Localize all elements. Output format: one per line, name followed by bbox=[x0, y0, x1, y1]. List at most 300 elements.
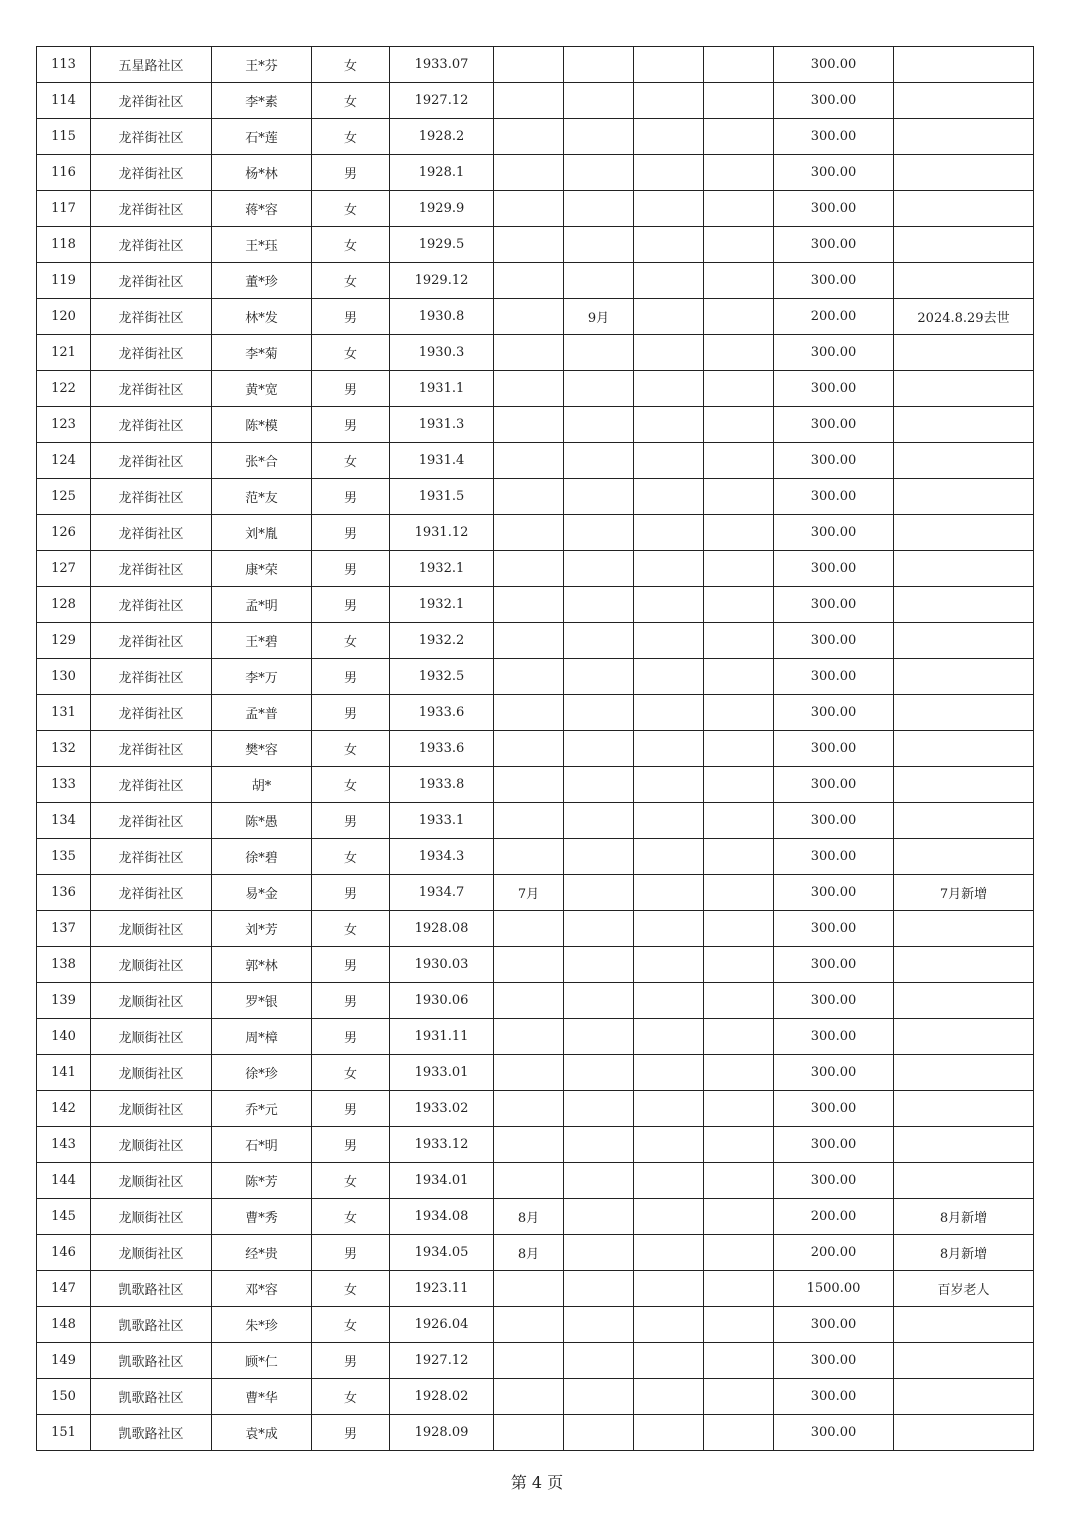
cell-gender: 女 bbox=[312, 263, 390, 299]
cell-community: 龙祥街社区 bbox=[91, 515, 212, 551]
cell-remarks bbox=[894, 803, 1034, 839]
cell-birth-date: 1923.11 bbox=[390, 1271, 494, 1307]
table-row bbox=[37, 767, 1034, 803]
cell-amount: 300.00 bbox=[774, 947, 894, 983]
cell-remarks bbox=[894, 1379, 1034, 1415]
cell-gender: 男 bbox=[312, 1235, 390, 1271]
cell-removed-month bbox=[564, 731, 634, 767]
cell-removed-month bbox=[564, 407, 634, 443]
cell-amount: 300.00 bbox=[774, 551, 894, 587]
cell-gender: 男 bbox=[312, 1127, 390, 1163]
cell-col-9 bbox=[704, 1415, 774, 1451]
cell-gender: 女 bbox=[312, 1307, 390, 1343]
table-row bbox=[37, 479, 1034, 515]
cell-col-9 bbox=[704, 839, 774, 875]
cell-amount: 300.00 bbox=[774, 1019, 894, 1055]
cell-col-9 bbox=[704, 479, 774, 515]
cell-row-number: 145 bbox=[37, 1199, 91, 1235]
cell-name: 李*万 bbox=[212, 659, 312, 695]
cell-col-9 bbox=[704, 1127, 774, 1163]
cell-community: 龙顺街社区 bbox=[91, 1163, 212, 1199]
cell-community: 凯歌路社区 bbox=[91, 1379, 212, 1415]
cell-gender: 女 bbox=[312, 227, 390, 263]
cell-community: 凯歌路社区 bbox=[91, 1343, 212, 1379]
cell-row-number: 130 bbox=[37, 659, 91, 695]
cell-col-9 bbox=[704, 1307, 774, 1343]
cell-community: 凯歌路社区 bbox=[91, 1415, 212, 1451]
cell-gender: 男 bbox=[312, 803, 390, 839]
cell-community: 龙祥街社区 bbox=[91, 731, 212, 767]
cell-community: 龙祥街社区 bbox=[91, 767, 212, 803]
table-row bbox=[37, 551, 1034, 587]
cell-amount: 300.00 bbox=[774, 659, 894, 695]
cell-col-8 bbox=[634, 47, 704, 83]
cell-name: 李*菊 bbox=[212, 335, 312, 371]
cell-col-9 bbox=[704, 731, 774, 767]
cell-birth-date: 1930.03 bbox=[390, 947, 494, 983]
cell-community: 龙祥街社区 bbox=[91, 371, 212, 407]
cell-community: 龙祥街社区 bbox=[91, 191, 212, 227]
cell-remarks: 8月新增 bbox=[894, 1199, 1034, 1235]
cell-removed-month bbox=[564, 911, 634, 947]
cell-amount: 300.00 bbox=[774, 515, 894, 551]
cell-community: 龙顺街社区 bbox=[91, 1127, 212, 1163]
cell-remarks bbox=[894, 731, 1034, 767]
cell-row-number: 147 bbox=[37, 1271, 91, 1307]
table-row bbox=[37, 83, 1034, 119]
cell-name: 黄*宽 bbox=[212, 371, 312, 407]
cell-removed-month bbox=[564, 263, 634, 299]
cell-removed-month bbox=[564, 1343, 634, 1379]
cell-gender: 女 bbox=[312, 1163, 390, 1199]
cell-birth-date: 1931.12 bbox=[390, 515, 494, 551]
cell-gender: 男 bbox=[312, 695, 390, 731]
cell-community: 龙祥街社区 bbox=[91, 119, 212, 155]
cell-gender: 女 bbox=[312, 191, 390, 227]
cell-amount: 300.00 bbox=[774, 911, 894, 947]
cell-remarks bbox=[894, 947, 1034, 983]
cell-birth-date: 1930.8 bbox=[390, 299, 494, 335]
cell-birth-date: 1933.02 bbox=[390, 1091, 494, 1127]
cell-removed-month bbox=[564, 587, 634, 623]
cell-removed-month bbox=[564, 1235, 634, 1271]
cell-remarks bbox=[894, 407, 1034, 443]
cell-remarks: 2024.8.29去世 bbox=[894, 299, 1034, 335]
cell-added-month bbox=[494, 1091, 564, 1127]
cell-amount: 300.00 bbox=[774, 587, 894, 623]
cell-gender: 女 bbox=[312, 1271, 390, 1307]
cell-col-9 bbox=[704, 299, 774, 335]
cell-col-9 bbox=[704, 1091, 774, 1127]
cell-amount: 300.00 bbox=[774, 1379, 894, 1415]
cell-amount: 300.00 bbox=[774, 119, 894, 155]
cell-row-number: 127 bbox=[37, 551, 91, 587]
cell-amount: 300.00 bbox=[774, 371, 894, 407]
cell-col-8 bbox=[634, 659, 704, 695]
cell-removed-month bbox=[564, 47, 634, 83]
cell-name: 刘*胤 bbox=[212, 515, 312, 551]
cell-added-month bbox=[494, 191, 564, 227]
cell-added-month bbox=[494, 911, 564, 947]
cell-birth-date: 1931.3 bbox=[390, 407, 494, 443]
table-row bbox=[37, 1163, 1034, 1199]
cell-amount: 300.00 bbox=[774, 767, 894, 803]
cell-remarks bbox=[894, 767, 1034, 803]
table-row bbox=[37, 47, 1034, 83]
cell-removed-month bbox=[564, 839, 634, 875]
cell-community: 龙祥街社区 bbox=[91, 623, 212, 659]
cell-row-number: 120 bbox=[37, 299, 91, 335]
cell-col-9 bbox=[704, 119, 774, 155]
cell-name: 曹*秀 bbox=[212, 1199, 312, 1235]
cell-community: 龙祥街社区 bbox=[91, 443, 212, 479]
table-row bbox=[37, 1055, 1034, 1091]
cell-col-8 bbox=[634, 803, 704, 839]
cell-col-8 bbox=[634, 407, 704, 443]
cell-row-number: 137 bbox=[37, 911, 91, 947]
cell-added-month bbox=[494, 443, 564, 479]
cell-col-8 bbox=[634, 983, 704, 1019]
table-row bbox=[37, 947, 1034, 983]
cell-name: 袁*成 bbox=[212, 1415, 312, 1451]
cell-removed-month bbox=[564, 623, 634, 659]
cell-amount: 300.00 bbox=[774, 1055, 894, 1091]
cell-remarks bbox=[894, 479, 1034, 515]
cell-removed-month bbox=[564, 551, 634, 587]
cell-col-8 bbox=[634, 695, 704, 731]
cell-birth-date: 1933.1 bbox=[390, 803, 494, 839]
table-row bbox=[37, 515, 1034, 551]
cell-col-8 bbox=[634, 1271, 704, 1307]
cell-col-9 bbox=[704, 551, 774, 587]
cell-row-number: 142 bbox=[37, 1091, 91, 1127]
cell-community: 龙祥街社区 bbox=[91, 839, 212, 875]
cell-birth-date: 1933.6 bbox=[390, 695, 494, 731]
cell-added-month bbox=[494, 947, 564, 983]
cell-remarks bbox=[894, 551, 1034, 587]
cell-row-number: 139 bbox=[37, 983, 91, 1019]
cell-remarks bbox=[894, 1163, 1034, 1199]
table-row bbox=[37, 659, 1034, 695]
cell-name: 周*樟 bbox=[212, 1019, 312, 1055]
cell-added-month bbox=[494, 83, 564, 119]
cell-amount: 300.00 bbox=[774, 1127, 894, 1163]
cell-added-month bbox=[494, 695, 564, 731]
table-row bbox=[37, 1199, 1034, 1235]
cell-remarks: 7月新增 bbox=[894, 875, 1034, 911]
cell-gender: 女 bbox=[312, 911, 390, 947]
table-row bbox=[37, 1235, 1034, 1271]
cell-community: 龙顺街社区 bbox=[91, 1235, 212, 1271]
cell-added-month bbox=[494, 1343, 564, 1379]
cell-removed-month bbox=[564, 983, 634, 1019]
cell-community: 龙祥街社区 bbox=[91, 263, 212, 299]
cell-added-month bbox=[494, 767, 564, 803]
cell-added-month bbox=[494, 623, 564, 659]
cell-col-9 bbox=[704, 407, 774, 443]
cell-birth-date: 1932.1 bbox=[390, 587, 494, 623]
cell-remarks bbox=[894, 155, 1034, 191]
cell-gender: 女 bbox=[312, 1379, 390, 1415]
cell-community: 龙祥街社区 bbox=[91, 83, 212, 119]
cell-remarks bbox=[894, 119, 1034, 155]
cell-col-9 bbox=[704, 983, 774, 1019]
cell-added-month bbox=[494, 1271, 564, 1307]
cell-name: 樊*容 bbox=[212, 731, 312, 767]
cell-remarks bbox=[894, 47, 1034, 83]
cell-col-8 bbox=[634, 515, 704, 551]
cell-remarks bbox=[894, 371, 1034, 407]
cell-name: 乔*元 bbox=[212, 1091, 312, 1127]
cell-birth-date: 1930.06 bbox=[390, 983, 494, 1019]
cell-col-9 bbox=[704, 911, 774, 947]
cell-col-9 bbox=[704, 515, 774, 551]
cell-remarks bbox=[894, 1127, 1034, 1163]
cell-amount: 300.00 bbox=[774, 263, 894, 299]
cell-removed-month bbox=[564, 1127, 634, 1163]
cell-gender: 男 bbox=[312, 155, 390, 191]
cell-community: 凯歌路社区 bbox=[91, 1271, 212, 1307]
cell-birth-date: 1934.3 bbox=[390, 839, 494, 875]
cell-amount: 300.00 bbox=[774, 1343, 894, 1379]
cell-amount: 300.00 bbox=[774, 479, 894, 515]
cell-col-9 bbox=[704, 587, 774, 623]
cell-row-number: 128 bbox=[37, 587, 91, 623]
cell-remarks bbox=[894, 839, 1034, 875]
cell-community: 龙祥街社区 bbox=[91, 155, 212, 191]
cell-added-month bbox=[494, 839, 564, 875]
cell-added-month bbox=[494, 263, 564, 299]
cell-amount: 300.00 bbox=[774, 407, 894, 443]
cell-gender: 女 bbox=[312, 839, 390, 875]
cell-birth-date: 1933.8 bbox=[390, 767, 494, 803]
cell-col-9 bbox=[704, 659, 774, 695]
cell-col-9 bbox=[704, 1055, 774, 1091]
cell-removed-month bbox=[564, 119, 634, 155]
table-row bbox=[37, 227, 1034, 263]
cell-amount: 300.00 bbox=[774, 1163, 894, 1199]
cell-added-month bbox=[494, 1055, 564, 1091]
cell-community: 龙祥街社区 bbox=[91, 551, 212, 587]
cell-amount: 300.00 bbox=[774, 227, 894, 263]
cell-name: 范*友 bbox=[212, 479, 312, 515]
cell-added-month bbox=[494, 731, 564, 767]
cell-amount: 300.00 bbox=[774, 875, 894, 911]
cell-gender: 男 bbox=[312, 1415, 390, 1451]
cell-added-month bbox=[494, 119, 564, 155]
table-row bbox=[37, 335, 1034, 371]
cell-gender: 男 bbox=[312, 515, 390, 551]
cell-birth-date: 1929.5 bbox=[390, 227, 494, 263]
cell-removed-month bbox=[564, 1307, 634, 1343]
cell-removed-month bbox=[564, 659, 634, 695]
cell-col-8 bbox=[634, 875, 704, 911]
cell-gender: 男 bbox=[312, 371, 390, 407]
cell-amount: 300.00 bbox=[774, 1307, 894, 1343]
cell-gender: 男 bbox=[312, 551, 390, 587]
cell-col-8 bbox=[634, 911, 704, 947]
cell-community: 龙祥街社区 bbox=[91, 695, 212, 731]
cell-birth-date: 1934.01 bbox=[390, 1163, 494, 1199]
cell-gender: 男 bbox=[312, 587, 390, 623]
cell-gender: 女 bbox=[312, 335, 390, 371]
cell-name: 康*荣 bbox=[212, 551, 312, 587]
cell-birth-date: 1926.04 bbox=[390, 1307, 494, 1343]
cell-birth-date: 1933.6 bbox=[390, 731, 494, 767]
cell-community: 龙祥街社区 bbox=[91, 479, 212, 515]
cell-community: 龙顺街社区 bbox=[91, 911, 212, 947]
cell-amount: 200.00 bbox=[774, 299, 894, 335]
cell-name: 顾*仁 bbox=[212, 1343, 312, 1379]
cell-name: 陈*模 bbox=[212, 407, 312, 443]
cell-col-8 bbox=[634, 1379, 704, 1415]
cell-added-month bbox=[494, 1127, 564, 1163]
cell-birth-date: 1932.5 bbox=[390, 659, 494, 695]
cell-birth-date: 1931.5 bbox=[390, 479, 494, 515]
cell-remarks bbox=[894, 335, 1034, 371]
cell-row-number: 143 bbox=[37, 1127, 91, 1163]
cell-row-number: 150 bbox=[37, 1379, 91, 1415]
cell-row-number: 136 bbox=[37, 875, 91, 911]
cell-community: 龙顺街社区 bbox=[91, 1019, 212, 1055]
cell-removed-month bbox=[564, 191, 634, 227]
table-row bbox=[37, 695, 1034, 731]
cell-birth-date: 1928.1 bbox=[390, 155, 494, 191]
cell-community: 龙祥街社区 bbox=[91, 299, 212, 335]
cell-added-month bbox=[494, 1415, 564, 1451]
cell-birth-date: 1931.1 bbox=[390, 371, 494, 407]
cell-removed-month bbox=[564, 443, 634, 479]
cell-row-number: 121 bbox=[37, 335, 91, 371]
cell-remarks bbox=[894, 191, 1034, 227]
cell-gender: 男 bbox=[312, 983, 390, 1019]
cell-row-number: 140 bbox=[37, 1019, 91, 1055]
cell-col-8 bbox=[634, 1199, 704, 1235]
cell-amount: 300.00 bbox=[774, 191, 894, 227]
cell-gender: 男 bbox=[312, 1343, 390, 1379]
cell-row-number: 117 bbox=[37, 191, 91, 227]
table-row bbox=[37, 731, 1034, 767]
cell-col-8 bbox=[634, 1163, 704, 1199]
cell-added-month: 7月 bbox=[494, 875, 564, 911]
cell-row-number: 131 bbox=[37, 695, 91, 731]
table-row bbox=[37, 875, 1034, 911]
cell-col-8 bbox=[634, 263, 704, 299]
cell-gender: 女 bbox=[312, 767, 390, 803]
cell-col-9 bbox=[704, 1199, 774, 1235]
cell-amount: 300.00 bbox=[774, 83, 894, 119]
cell-name: 张*合 bbox=[212, 443, 312, 479]
cell-col-8 bbox=[634, 1343, 704, 1379]
cell-removed-month bbox=[564, 803, 634, 839]
cell-birth-date: 1932.2 bbox=[390, 623, 494, 659]
cell-community: 龙顺街社区 bbox=[91, 947, 212, 983]
cell-row-number: 119 bbox=[37, 263, 91, 299]
cell-removed-month bbox=[564, 155, 634, 191]
cell-remarks bbox=[894, 1019, 1034, 1055]
cell-added-month bbox=[494, 155, 564, 191]
cell-row-number: 122 bbox=[37, 371, 91, 407]
cell-row-number: 141 bbox=[37, 1055, 91, 1091]
table-row bbox=[37, 443, 1034, 479]
table-row bbox=[37, 803, 1034, 839]
cell-added-month: 8月 bbox=[494, 1235, 564, 1271]
cell-amount: 300.00 bbox=[774, 155, 894, 191]
cell-remarks bbox=[894, 587, 1034, 623]
cell-added-month bbox=[494, 1019, 564, 1055]
cell-col-8 bbox=[634, 299, 704, 335]
cell-community: 龙祥街社区 bbox=[91, 803, 212, 839]
cell-gender: 女 bbox=[312, 47, 390, 83]
cell-birth-date: 1934.7 bbox=[390, 875, 494, 911]
table-row bbox=[37, 1379, 1034, 1415]
cell-col-8 bbox=[634, 1307, 704, 1343]
cell-remarks bbox=[894, 623, 1034, 659]
cell-name: 刘*芳 bbox=[212, 911, 312, 947]
cell-gender: 女 bbox=[312, 83, 390, 119]
cell-col-9 bbox=[704, 1235, 774, 1271]
cell-removed-month bbox=[564, 1199, 634, 1235]
cell-col-8 bbox=[634, 623, 704, 659]
cell-remarks: 8月新增 bbox=[894, 1235, 1034, 1271]
table-row bbox=[37, 299, 1034, 335]
cell-name: 邓*容 bbox=[212, 1271, 312, 1307]
cell-name: 陈*芳 bbox=[212, 1163, 312, 1199]
cell-removed-month bbox=[564, 1379, 634, 1415]
cell-col-9 bbox=[704, 1019, 774, 1055]
cell-name: 徐*珍 bbox=[212, 1055, 312, 1091]
cell-name: 朱*珍 bbox=[212, 1307, 312, 1343]
table-row bbox=[37, 623, 1034, 659]
cell-name: 易*金 bbox=[212, 875, 312, 911]
cell-row-number: 135 bbox=[37, 839, 91, 875]
cell-name: 杨*林 bbox=[212, 155, 312, 191]
cell-row-number: 116 bbox=[37, 155, 91, 191]
cell-community: 龙祥街社区 bbox=[91, 335, 212, 371]
cell-birth-date: 1931.4 bbox=[390, 443, 494, 479]
cell-name: 郭*林 bbox=[212, 947, 312, 983]
cell-birth-date: 1927.12 bbox=[390, 83, 494, 119]
cell-row-number: 115 bbox=[37, 119, 91, 155]
cell-birth-date: 1933.12 bbox=[390, 1127, 494, 1163]
cell-added-month bbox=[494, 659, 564, 695]
cell-col-8 bbox=[634, 839, 704, 875]
cell-amount: 300.00 bbox=[774, 623, 894, 659]
cell-col-8 bbox=[634, 551, 704, 587]
cell-col-9 bbox=[704, 191, 774, 227]
cell-community: 龙祥街社区 bbox=[91, 227, 212, 263]
cell-birth-date: 1930.3 bbox=[390, 335, 494, 371]
cell-row-number: 134 bbox=[37, 803, 91, 839]
cell-amount: 300.00 bbox=[774, 47, 894, 83]
cell-added-month bbox=[494, 335, 564, 371]
cell-col-8 bbox=[634, 443, 704, 479]
cell-col-8 bbox=[634, 227, 704, 263]
cell-removed-month bbox=[564, 947, 634, 983]
cell-added-month bbox=[494, 227, 564, 263]
cell-added-month bbox=[494, 551, 564, 587]
cell-gender: 女 bbox=[312, 1199, 390, 1235]
cell-removed-month bbox=[564, 1415, 634, 1451]
cell-removed-month bbox=[564, 767, 634, 803]
cell-name: 王*芬 bbox=[212, 47, 312, 83]
table-row bbox=[37, 1343, 1034, 1379]
cell-removed-month bbox=[564, 371, 634, 407]
cell-added-month: 8月 bbox=[494, 1199, 564, 1235]
cell-birth-date: 1928.09 bbox=[390, 1415, 494, 1451]
cell-name: 孟*普 bbox=[212, 695, 312, 731]
cell-removed-month: 9月 bbox=[564, 299, 634, 335]
